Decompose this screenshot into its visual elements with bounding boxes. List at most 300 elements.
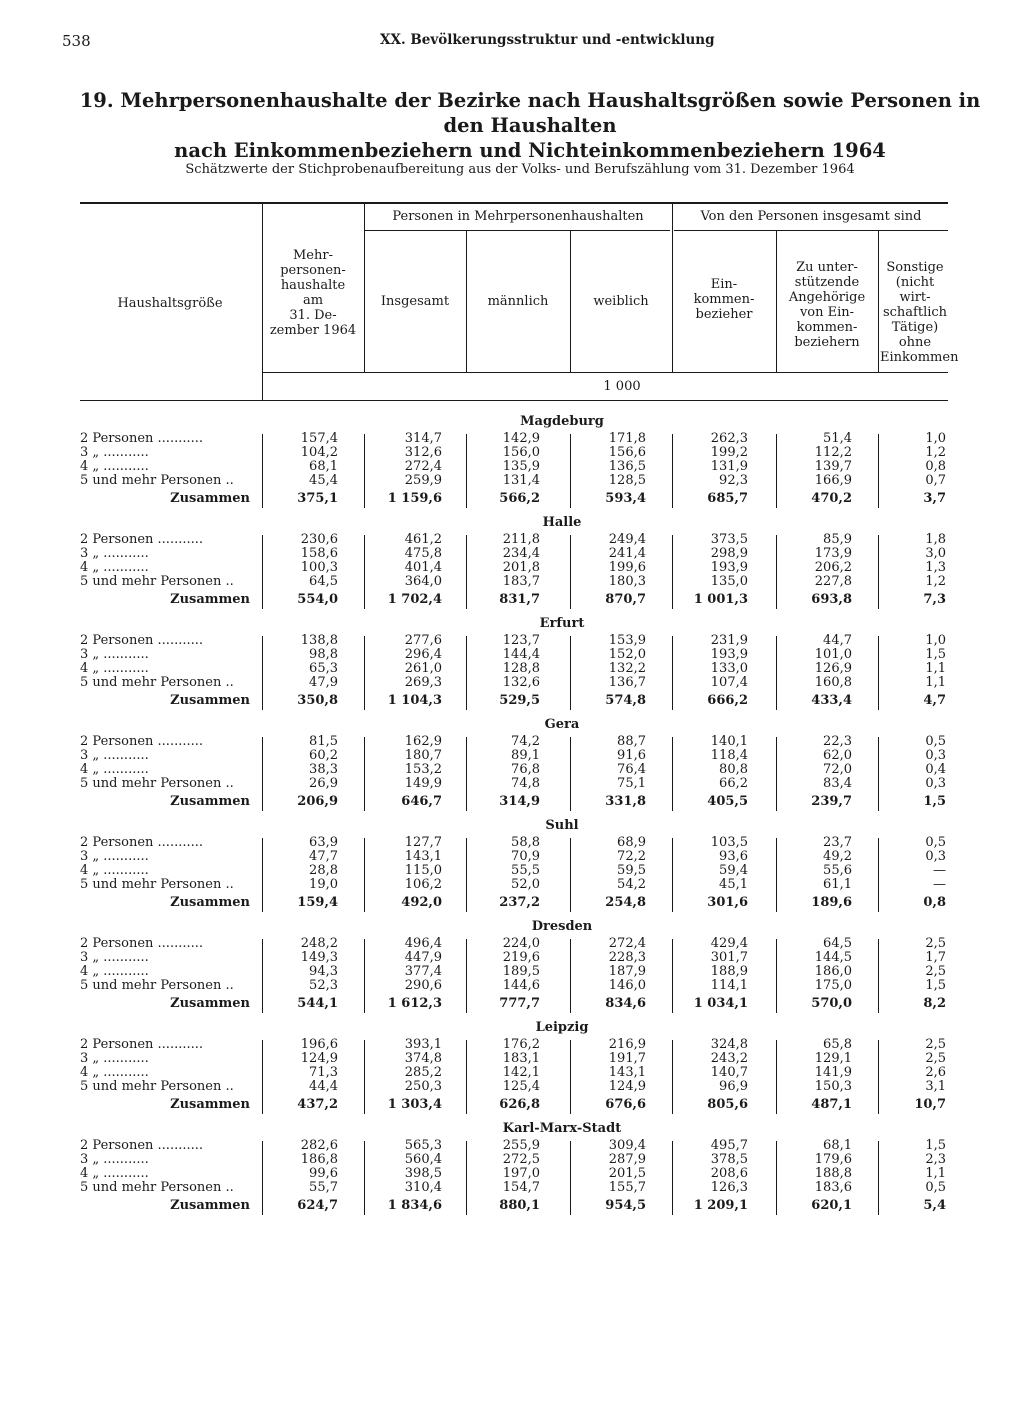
total-label: Zusammen xyxy=(170,895,250,910)
table-cell: 0,5 xyxy=(925,1180,946,1195)
table-cell: 298,9 xyxy=(710,546,748,561)
column-separator xyxy=(672,1141,673,1215)
table-cell: 158,6 xyxy=(300,546,338,561)
total-cell: 487,1 xyxy=(811,1097,852,1112)
table-cell: 139,7 xyxy=(814,459,852,474)
table-cell: 152,0 xyxy=(608,647,646,662)
table-cell: 132,2 xyxy=(608,661,646,676)
table-row xyxy=(0,763,1024,777)
table-cell: 126,3 xyxy=(710,1180,748,1195)
column-separator xyxy=(672,636,673,710)
column-separator xyxy=(570,1141,571,1215)
table-cell: 59,4 xyxy=(719,863,748,878)
table-cell: 560,4 xyxy=(404,1152,442,1167)
table-cell: 26,9 xyxy=(309,776,338,791)
district-rows xyxy=(0,634,1024,712)
table-cell: 197,0 xyxy=(502,1166,540,1181)
table-row xyxy=(0,575,1024,589)
row-label: 4 „ ........... xyxy=(80,763,149,777)
total-cell: 350,8 xyxy=(297,693,338,708)
table-title xyxy=(75,88,985,163)
table-cell: 269,3 xyxy=(404,675,442,690)
table-cell: 231,9 xyxy=(710,633,748,648)
column-separator xyxy=(570,939,571,1013)
table-cell: 175,0 xyxy=(814,978,852,993)
table-cell: 1,2 xyxy=(925,445,946,460)
group-rule-persons xyxy=(364,230,670,231)
column-separator xyxy=(878,1141,879,1215)
total-cell: 554,0 xyxy=(297,592,338,607)
column-group-persons: Personen in Mehrpersonenhaushalten xyxy=(392,209,644,224)
total-cell: 1,5 xyxy=(923,794,946,809)
header-top-rule xyxy=(80,202,948,204)
table-cell: 72,0 xyxy=(823,762,852,777)
table-cell: 565,3 xyxy=(404,1138,442,1153)
table-cell: 65,3 xyxy=(309,661,338,676)
table-cell: 45,1 xyxy=(719,877,748,892)
table-row xyxy=(0,937,1024,951)
table-cell: 135,0 xyxy=(710,574,748,589)
table-cell: 1,3 xyxy=(925,560,946,575)
table-row xyxy=(0,662,1024,676)
table-cell: 92,3 xyxy=(719,473,748,488)
column-separator xyxy=(364,737,365,811)
table-cell: 199,2 xyxy=(710,445,748,460)
column-separator xyxy=(466,636,467,710)
table-cell: 154,7 xyxy=(502,1180,540,1195)
table-cell: 324,8 xyxy=(710,1037,748,1052)
table-cell: 55,7 xyxy=(309,1180,338,1195)
total-label: Zusammen xyxy=(170,1097,250,1112)
table-row xyxy=(0,777,1024,791)
column-separator xyxy=(262,838,263,912)
table-cell: 124,9 xyxy=(608,1079,646,1094)
table-cell: 55,6 xyxy=(823,863,852,878)
column-separator xyxy=(262,1040,263,1114)
table-cell: 128,8 xyxy=(502,661,540,676)
table-cell: 66,2 xyxy=(719,776,748,791)
column-separator xyxy=(776,1141,777,1215)
column-separator xyxy=(570,636,571,710)
table-cell: 1,0 xyxy=(925,431,946,446)
total-cell: 433,4 xyxy=(811,693,852,708)
table-cell: 149,9 xyxy=(404,776,442,791)
table-cell: 106,2 xyxy=(404,877,442,892)
table-cell: 287,9 xyxy=(608,1152,646,1167)
district-name: Suhl xyxy=(545,818,579,833)
table-row xyxy=(0,446,1024,460)
table-cell: 114,1 xyxy=(710,978,748,993)
column-header-male: männlich xyxy=(487,294,549,309)
column-separator xyxy=(776,838,777,912)
total-cell: 4,7 xyxy=(923,693,946,708)
column-separator xyxy=(570,1040,571,1114)
table-cell: 47,7 xyxy=(309,849,338,864)
table-cell: 128,5 xyxy=(608,473,646,488)
table-cell: 136,7 xyxy=(608,675,646,690)
table-cell: 96,9 xyxy=(719,1079,748,1094)
table-cell: 2,5 xyxy=(925,1037,946,1052)
total-cell: 880,1 xyxy=(499,1198,540,1213)
table-cell: 475,8 xyxy=(404,546,442,561)
total-row xyxy=(0,589,1024,611)
total-cell: 314,9 xyxy=(499,794,540,809)
table-cell: 2,5 xyxy=(925,1051,946,1066)
column-separator xyxy=(776,939,777,1013)
table-cell: 149,3 xyxy=(300,950,338,965)
table-cell: 136,5 xyxy=(608,459,646,474)
table-cell: 99,6 xyxy=(309,1166,338,1181)
column-separator xyxy=(570,535,571,609)
row-label: 4 „ ........... xyxy=(80,561,149,575)
row-label: 5 und mehr Personen .. xyxy=(80,878,234,892)
total-cell: 544,1 xyxy=(297,996,338,1011)
table-cell: 63,9 xyxy=(309,835,338,850)
row-label: 5 und mehr Personen .. xyxy=(80,676,234,690)
column-separator xyxy=(776,636,777,710)
district-rows xyxy=(0,836,1024,914)
table-cell: 2,6 xyxy=(925,1065,946,1080)
table-cell: 64,5 xyxy=(309,574,338,589)
column-separator xyxy=(776,535,777,609)
table-row xyxy=(0,965,1024,979)
total-cell: 1 034,1 xyxy=(693,996,748,1011)
table-cell: 228,3 xyxy=(608,950,646,965)
column-separator xyxy=(672,939,673,1013)
total-cell: 834,6 xyxy=(605,996,646,1011)
table-cell: 118,4 xyxy=(710,748,748,763)
total-cell: 1 104,3 xyxy=(387,693,442,708)
table-cell: 23,7 xyxy=(823,835,852,850)
table-cell: 47,9 xyxy=(309,675,338,690)
table-cell: 183,1 xyxy=(502,1051,540,1066)
column-separator xyxy=(262,434,263,508)
table-cell: 129,1 xyxy=(814,1051,852,1066)
table-cell: 52,3 xyxy=(309,978,338,993)
table-cell: 191,7 xyxy=(608,1051,646,1066)
district-block xyxy=(0,1018,1024,1116)
table-row xyxy=(0,1153,1024,1167)
district-block xyxy=(0,614,1024,712)
total-cell: 676,6 xyxy=(605,1097,646,1112)
table-cell: 166,9 xyxy=(814,473,852,488)
table-cell: 156,6 xyxy=(608,445,646,460)
table-cell: 150,3 xyxy=(814,1079,852,1094)
page-number: 538 xyxy=(62,32,91,50)
table-cell: 75,1 xyxy=(617,776,646,791)
table-cell: 227,8 xyxy=(814,574,852,589)
table-cell: 1,5 xyxy=(925,647,946,662)
table-cell: 61,1 xyxy=(823,877,852,892)
row-label: 3 „ ........... xyxy=(80,446,149,460)
district-block xyxy=(0,513,1024,611)
table-cell: 60,2 xyxy=(309,748,338,763)
table-row xyxy=(0,533,1024,547)
table-cell: 52,0 xyxy=(511,877,540,892)
table-cell: 314,7 xyxy=(404,431,442,446)
total-row xyxy=(0,1094,1024,1116)
table-cell: 51,4 xyxy=(823,431,852,446)
table-cell: 22,3 xyxy=(823,734,852,749)
table-cell: 1,8 xyxy=(925,532,946,547)
row-label: 4 „ ........... xyxy=(80,1167,149,1181)
table-cell: 461,2 xyxy=(404,532,442,547)
column-separator xyxy=(466,1040,467,1114)
total-row xyxy=(0,488,1024,510)
total-row xyxy=(0,892,1024,914)
table-cell: 261,0 xyxy=(404,661,442,676)
table-cell: 132,6 xyxy=(502,675,540,690)
total-cell: 570,0 xyxy=(811,996,852,1011)
table-cell: 199,6 xyxy=(608,560,646,575)
total-cell: 566,2 xyxy=(499,491,540,506)
total-cell: 7,3 xyxy=(923,592,946,607)
district-rows xyxy=(0,735,1024,813)
total-cell: 237,2 xyxy=(499,895,540,910)
column-separator xyxy=(570,434,571,508)
column-header-earners: Ein- kommen- bezieher xyxy=(693,277,755,322)
table-cell: 157,4 xyxy=(300,431,338,446)
table-cell: 447,9 xyxy=(404,950,442,965)
total-cell: 870,7 xyxy=(605,592,646,607)
table-cell: 142,9 xyxy=(502,431,540,446)
district-block xyxy=(0,715,1024,813)
column-separator xyxy=(878,1040,879,1114)
total-cell: 437,2 xyxy=(297,1097,338,1112)
table-cell: 398,5 xyxy=(404,1166,442,1181)
table-cell: 186,8 xyxy=(300,1152,338,1167)
table-cell: 378,5 xyxy=(710,1152,748,1167)
column-separator xyxy=(570,838,571,912)
table-cell: 107,4 xyxy=(710,675,748,690)
table-cell: 126,9 xyxy=(814,661,852,676)
row-label: 2 Personen ........... xyxy=(80,432,203,446)
table-row xyxy=(0,561,1024,575)
table-cell: 62,0 xyxy=(823,748,852,763)
table-cell: 140,7 xyxy=(710,1065,748,1080)
district-rows xyxy=(0,533,1024,611)
total-cell: 470,2 xyxy=(811,491,852,506)
table-cell: 224,0 xyxy=(502,936,540,951)
row-label: 4 „ ........... xyxy=(80,965,149,979)
table-cell: 201,8 xyxy=(502,560,540,575)
table-cell: 112,2 xyxy=(814,445,852,460)
header-vline-5 xyxy=(672,204,673,372)
table-cell: 188,8 xyxy=(814,1166,852,1181)
table-cell: 206,2 xyxy=(814,560,852,575)
column-separator xyxy=(466,434,467,508)
table-cell: 144,4 xyxy=(502,647,540,662)
column-separator xyxy=(364,636,365,710)
table-cell: 1,2 xyxy=(925,574,946,589)
table-row xyxy=(0,1080,1024,1094)
column-separator xyxy=(262,535,263,609)
district-name: Magdeburg xyxy=(520,414,604,429)
row-label: 2 Personen ........... xyxy=(80,533,203,547)
table-cell: 101,0 xyxy=(814,647,852,662)
table-cell: 208,6 xyxy=(710,1166,748,1181)
total-cell: 954,5 xyxy=(605,1198,646,1213)
table-cell: 259,9 xyxy=(404,473,442,488)
table-cell: 59,5 xyxy=(617,863,646,878)
table-cell: 171,8 xyxy=(608,431,646,446)
table-cell: 312,6 xyxy=(404,445,442,460)
table-cell: 55,5 xyxy=(511,863,540,878)
table-cell: 44,7 xyxy=(823,633,852,648)
table-cell: 248,2 xyxy=(300,936,338,951)
table-cell: 45,4 xyxy=(309,473,338,488)
header-vline-3 xyxy=(466,231,467,372)
column-header-households: Mehr- personen- haushalte am 31. De- zember 1964 xyxy=(269,248,357,338)
row-label: 2 Personen ........... xyxy=(80,735,203,749)
table-cell: 401,4 xyxy=(404,560,442,575)
column-separator xyxy=(776,1040,777,1114)
district-block xyxy=(0,412,1024,510)
table-cell: 196,6 xyxy=(300,1037,338,1052)
row-label: 4 „ ........... xyxy=(80,864,149,878)
column-separator xyxy=(364,1040,365,1114)
table-cell: 140,1 xyxy=(710,734,748,749)
table-title-line-1: 19. Mehrpersonenhaushalte der Bezirke nach Haushaltsgrößen sowie Personen in den Haushalten xyxy=(79,89,981,137)
table-cell: 74,2 xyxy=(511,734,540,749)
table-cell: 243,2 xyxy=(710,1051,748,1066)
table-cell: 219,6 xyxy=(502,950,540,965)
column-separator xyxy=(364,939,365,1013)
table-cell: 216,9 xyxy=(608,1037,646,1052)
table-cell: 3,0 xyxy=(925,546,946,561)
table-cell: 160,8 xyxy=(814,675,852,690)
table-cell: 54,2 xyxy=(617,877,646,892)
column-separator xyxy=(878,636,879,710)
table-cell: 144,5 xyxy=(814,950,852,965)
column-separator xyxy=(466,939,467,1013)
table-title-line-2: nach Einkommenbeziehern und Nichteinkommenbeziehern 1964 xyxy=(174,139,886,162)
table-cell: 429,4 xyxy=(710,936,748,951)
table-row xyxy=(0,1167,1024,1181)
table-row xyxy=(0,951,1024,965)
unit-row-top-rule xyxy=(262,372,948,373)
table-cell: 309,4 xyxy=(608,1138,646,1153)
table-cell: 94,3 xyxy=(309,964,338,979)
total-cell: 1 612,3 xyxy=(387,996,442,1011)
total-cell: 301,6 xyxy=(707,895,748,910)
table-cell: 2,5 xyxy=(925,936,946,951)
total-cell: 693,8 xyxy=(811,592,852,607)
table-cell: 76,4 xyxy=(617,762,646,777)
table-cell: 162,9 xyxy=(404,734,442,749)
table-cell: 115,0 xyxy=(404,863,442,878)
total-cell: 1 834,6 xyxy=(387,1198,442,1213)
table-cell: 2,3 xyxy=(925,1152,946,1167)
table-cell: 1,5 xyxy=(925,978,946,993)
table-cell: 0,3 xyxy=(925,849,946,864)
table-cell: 277,6 xyxy=(404,633,442,648)
total-cell: 777,7 xyxy=(499,996,540,1011)
table-cell: 64,5 xyxy=(823,936,852,951)
table-cell: 143,1 xyxy=(404,849,442,864)
table-cell: 146,0 xyxy=(608,978,646,993)
table-cell: 68,1 xyxy=(823,1138,852,1153)
table-cell: 88,7 xyxy=(617,734,646,749)
table-cell: 49,2 xyxy=(823,849,852,864)
total-cell: 0,8 xyxy=(923,895,946,910)
table-cell: 193,9 xyxy=(710,560,748,575)
column-header-stub: Haushaltsgröße xyxy=(117,296,223,311)
total-label: Zusammen xyxy=(170,491,250,506)
table-cell: 0,7 xyxy=(925,473,946,488)
row-label: 3 „ ........... xyxy=(80,547,149,561)
total-cell: 1 209,1 xyxy=(693,1198,748,1213)
table-cell: — xyxy=(933,877,946,892)
column-separator xyxy=(364,1141,365,1215)
table-cell: 173,9 xyxy=(814,546,852,561)
column-separator xyxy=(466,1141,467,1215)
column-group-of-which: Von den Personen insgesamt sind xyxy=(700,209,922,224)
table-cell: 1,0 xyxy=(925,633,946,648)
column-header-dependents: Zu unter- stützende Angehörige von Ein- kommen- beziehern xyxy=(788,260,866,350)
table-cell: 249,4 xyxy=(608,532,646,547)
total-cell: 254,8 xyxy=(605,895,646,910)
table-cell: 68,1 xyxy=(309,459,338,474)
table-cell: 301,7 xyxy=(710,950,748,965)
row-label: 5 und mehr Personen .. xyxy=(80,575,234,589)
total-row xyxy=(0,1195,1024,1217)
column-separator xyxy=(878,535,879,609)
group-rule-of-which xyxy=(674,230,948,231)
row-label: 2 Personen ........... xyxy=(80,634,203,648)
table-cell: 1,1 xyxy=(925,1166,946,1181)
row-label: 5 und mehr Personen .. xyxy=(80,474,234,488)
column-separator xyxy=(466,838,467,912)
total-label: Zusammen xyxy=(170,996,250,1011)
table-row xyxy=(0,1139,1024,1153)
table-cell: 19,0 xyxy=(309,877,338,892)
table-row xyxy=(0,1052,1024,1066)
column-separator xyxy=(878,939,879,1013)
table-cell: 71,3 xyxy=(309,1065,338,1080)
total-row xyxy=(0,690,1024,712)
total-cell: 666,2 xyxy=(707,693,748,708)
total-cell: 1 702,4 xyxy=(387,592,442,607)
table-cell: 44,4 xyxy=(309,1079,338,1094)
table-cell: 0,5 xyxy=(925,734,946,749)
table-cell: 1,1 xyxy=(925,661,946,676)
row-label: 5 und mehr Personen .. xyxy=(80,777,234,791)
table-cell: 100,3 xyxy=(300,560,338,575)
table-row xyxy=(0,850,1024,864)
table-cell: 377,4 xyxy=(404,964,442,979)
table-cell: 183,7 xyxy=(502,574,540,589)
table-row xyxy=(0,474,1024,488)
header-vline-7 xyxy=(878,231,879,372)
table-cell: 2,5 xyxy=(925,964,946,979)
total-cell: 624,7 xyxy=(297,1198,338,1213)
table-cell: 255,9 xyxy=(502,1138,540,1153)
column-separator xyxy=(570,737,571,811)
total-row xyxy=(0,791,1024,813)
total-label: Zusammen xyxy=(170,794,250,809)
table-cell: 241,4 xyxy=(608,546,646,561)
table-cell: 68,9 xyxy=(617,835,646,850)
column-separator xyxy=(672,1040,673,1114)
column-separator xyxy=(878,838,879,912)
table-cell: 250,3 xyxy=(404,1079,442,1094)
table-cell: 153,9 xyxy=(608,633,646,648)
row-label: 5 und mehr Personen .. xyxy=(80,979,234,993)
table-cell: 0,8 xyxy=(925,459,946,474)
column-separator xyxy=(776,434,777,508)
table-row xyxy=(0,735,1024,749)
